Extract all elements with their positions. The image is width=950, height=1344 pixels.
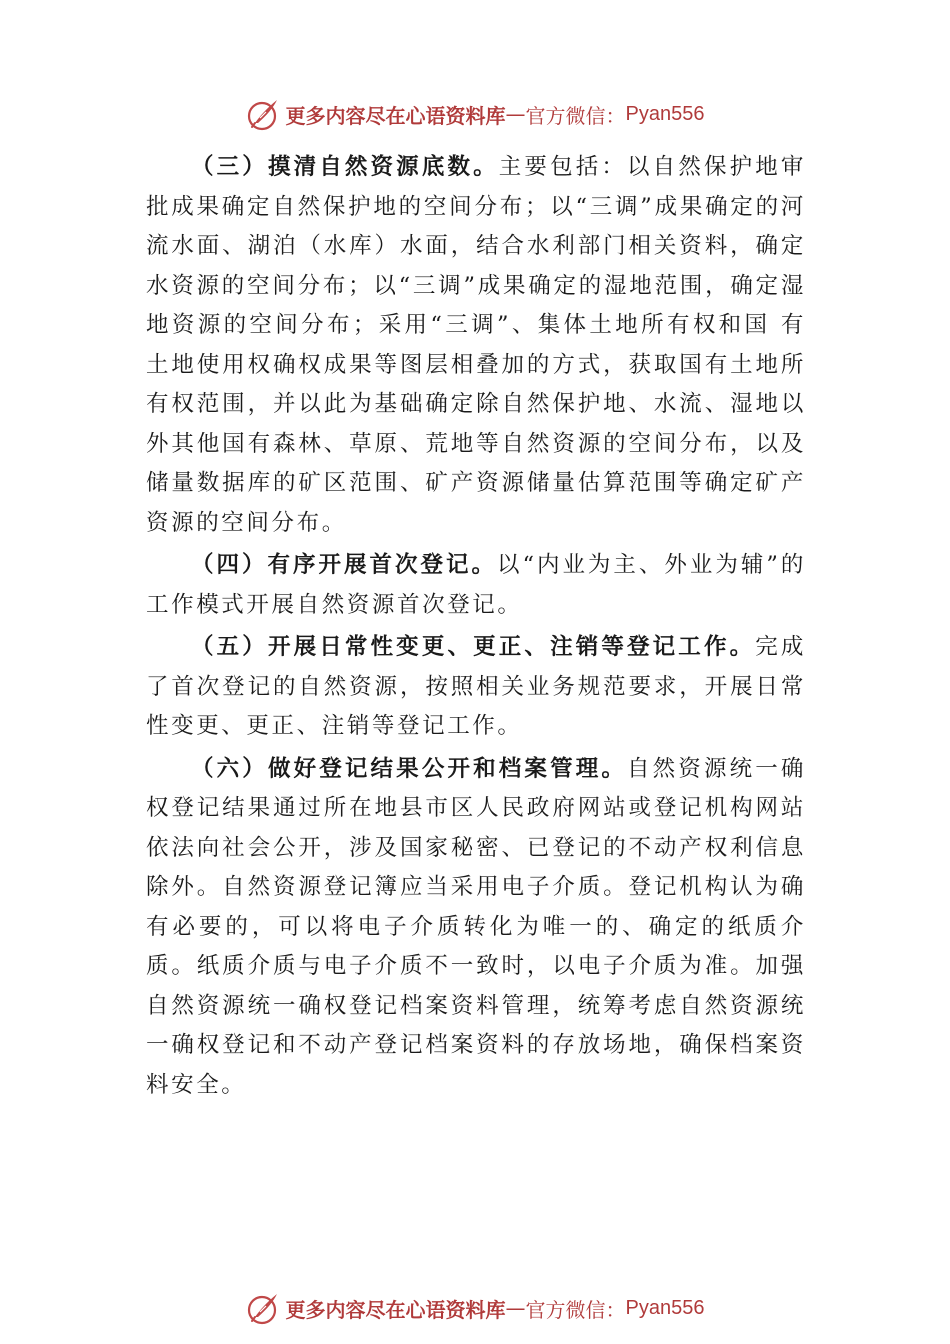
watermark-separator: — xyxy=(505,102,526,126)
paragraph-5-heading: （五）开展日常性变更、更正、注销等登记工作。 xyxy=(191,634,756,660)
paragraph-4 xyxy=(146,546,806,625)
paragraph-3 xyxy=(146,148,806,543)
watermark-wechat-id: Pyan556 xyxy=(625,102,705,125)
paragraph-5-text: 完成了首次登记的自然资源，按照相关业务规范要求，开展日常性变更、更正、注销等登记工作。 xyxy=(146,634,806,739)
watermark-separator: — xyxy=(505,1296,526,1320)
watermark-wechat-label: 官方微信： xyxy=(525,1297,626,1322)
paragraph-5 xyxy=(146,628,806,747)
header-watermark xyxy=(0,94,950,134)
paragraph-3-text: 主要包括：以自然保护地审批成果确定自然保护地的空间分布；以“三调”成果确定的河流水面、湖泊（水库）水面，结合水利部门相关资料，确定水资源的空间分布；以“三调”成果确定的湿地范围，确定湿地资源的空间分布；采用“三调”、集体土地所有权和国 有土地使用权确权成果等图层相叠加的方式，获取国有土地所有权范围，并以此为基础确定除自然保护地、水流、湿地以外其他国有森林、草原、荒地等自然资源的空间分布，以及储量数据库的矿区范围、矿产资源储量估算范围等确定矿产资源的空间分布。 xyxy=(146,154,807,536)
paragraph-4-heading: （四）有序开展首次登记。 xyxy=(191,552,497,578)
paragraph-6 xyxy=(146,750,806,1106)
paragraph-6-heading: （六）做好登记结果公开和档案管理。 xyxy=(191,755,628,782)
footer-watermark xyxy=(0,1288,950,1328)
quill-pen-logo-icon xyxy=(246,96,282,132)
watermark-wechat-id: Pyan556 xyxy=(625,1296,705,1319)
paragraph-3-heading: （三）摸清自然资源底数。 xyxy=(191,154,499,180)
paragraph-6-text: 自然资源统一确权登记结果通过所在地县市区人民政府网站或登记机构网站依法向社会公开，涉及国家秘密、已登记的不动产权利信息除外。自然资源登记簿应当采用电子介质。登记机构认为确有必要的，可以将电子介质转化为唯一的、确定的纸质介质。纸质介质与电子介质不一致时，以电子介质为准。加强自然资源统一确权登记档案资料管理，统筹考虑自然资源统一确权登记和不动产登记档案资料的存放场地，确保档案资料安全。 xyxy=(146,755,807,1098)
watermark-brand: 更多内容尽在心语资料库 xyxy=(285,1297,506,1322)
watermark-wechat-label: 官方微信： xyxy=(525,103,626,128)
document-body xyxy=(146,148,806,1105)
paragraph-4-text: 以“内业为主、外业为辅”的工作模式开展自然资源首次登记。 xyxy=(146,552,807,618)
watermark-brand: 更多内容尽在心语资料库 xyxy=(285,103,506,128)
quill-pen-logo-icon xyxy=(246,1290,282,1326)
